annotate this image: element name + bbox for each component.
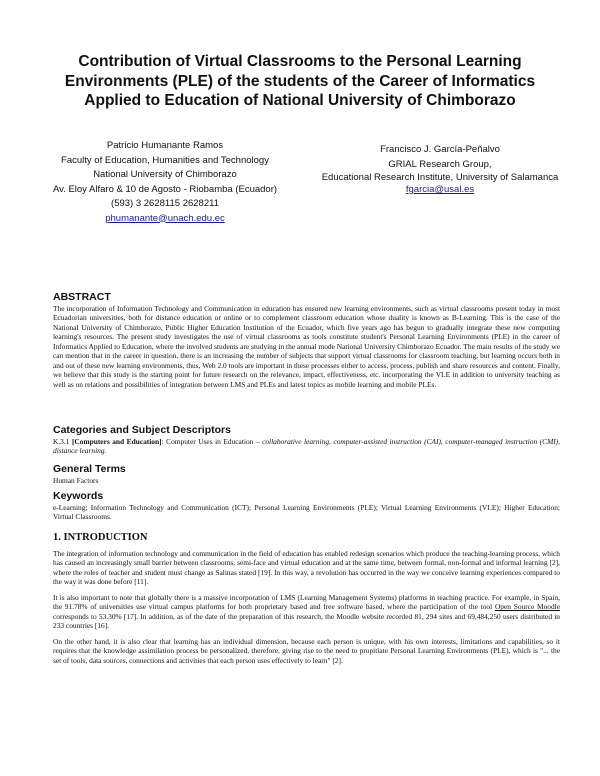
- category-code: K.3.1: [53, 437, 72, 446]
- keywords-heading: Keywords: [53, 490, 104, 502]
- paragraph-text: It is also important to note that globally there is a massive incorporation of LMS (Learning Management Systems) platforms in teaching practice. For example, in Spain, the 91.78% of universities use virtual campus platforms for both proprietary based and free software based, where the participation of the tool: [53, 592, 560, 612]
- category-topics: collaborative learning, computer-assisted instruction (CAI), computer-managed instruction (CMI), distance learning.: [53, 437, 560, 456]
- author-affiliation: Faculty of Education, Humanities and Technology: [61, 154, 269, 166]
- author-name: Francisco J. García-Peñalvo: [380, 144, 500, 155]
- category-descriptor: [Computers and Education]: [71, 437, 162, 446]
- author-name: Patricio Humanante Ramos: [106, 140, 224, 151]
- paragraph-text: corresponds to 53.30% [17]. In addition, as of the date of the preparation of this research, the Moodle website recorded 81, 294 sites and 69,484,250 users distributed in 233 countries [16].: [53, 611, 560, 631]
- introduction-paragraph-3: On the other hand, it is also clear that learning has an individual dimension, because each person is unique, with his own interests, limitations and capabilities, so it requires that the knowledge assimilation process be personalized, therefore, giving rise to the need to propitiate Personal Learning Environments (PLE), which is "... the set of tools, data sources, connections and activities that each person uses effectively to learn" [2].: [53, 636, 560, 665]
- abstract-section: [53, 291, 560, 389]
- category-plain: : Computer Uses in Education –: [161, 437, 263, 446]
- author-email-link[interactable]: fgarcia@usal.es: [405, 184, 475, 195]
- introduction-paragraph-1: The integration of information technology and communication in the field of education has enabled redesign scenarios which produce the teaching-learning process, which has caused an increasingly small barrier between classrooms, semi-face and virtual education and at the same time, between formal, non-formal and informal learning [2], where the roles of teacher and student must change as Salinas stated [19]. In this way, a revolution has occurred in the way we conceive learning experiences compared to the way it was done before [11].: [53, 549, 560, 587]
- categories-heading: Categories and Subject Descriptors: [53, 424, 231, 436]
- introduction-section: [53, 531, 560, 665]
- categories-section: [53, 424, 560, 456]
- author-affiliation: Educational Research Institute, University of Salamanca: [321, 172, 559, 183]
- author-block-2: [320, 143, 560, 198]
- moodle-link[interactable]: Open Source Moodle: [494, 602, 561, 612]
- author-phone: (593) 3 2628115 2628211: [111, 198, 219, 209]
- paper-title: Contribution of Virtual Classrooms to the Personal Learning Environments (PLE) of the students of the Career of Informatics Applied to Education of National University of Chimborazo: [64, 53, 536, 109]
- introduction-heading: 1. INTRODUCTION: [53, 532, 148, 543]
- general-terms-text: Human Factors: [53, 476, 99, 485]
- abstract-heading: ABSTRACT: [53, 291, 111, 303]
- abstract-text: The incorporation of Information Technology and Communication in education has ensured new learning environments, such as virtual classrooms present today in most Ecuadorian universities, both for distance education or online or to complement classroom education whose duality is known as B-Learning. This is the case of the National University of Chimborazo, Public Higher Education Institution of the Ecuador, which five years ago has begun to gradually integrate these new computing learning's resources. The present study investigates the use of virtual classrooms as tools constitute student's Personal Learning Environments (PLE) in the career of Informatics Applied to Education, where the involved students are studying in the annual mode National University Chimborazo Ecuador. The main results of the study we can mention that in the career in question, there is an increasing the number of subjects that support virtual classrooms for classroom teaching, but learning occurs both in and out of these new learning environments, thus, Web 2.0 tools are important in these processes either to access, process, publish and share resources and content. Finally, we believe that this study is the starting point for future research on the relevance, impact, effectiveness, etc. incorporating the VLE in addition to university teaching as well as on relations and possibilities of integration between LMS and PLEs and latest topics as mobile learning and mobile PLEs.: [53, 304, 560, 389]
- introduction-paragraph-2: [53, 593, 560, 631]
- author-affiliation: National University of Chimborazo: [93, 169, 237, 180]
- author-affiliation: GRIAL Research Group,: [388, 158, 492, 170]
- general-terms-section: [53, 463, 560, 485]
- author-email-link[interactable]: phumanante@unach.edu.ec: [105, 212, 225, 224]
- general-terms-heading: General Terms: [53, 463, 126, 475]
- keywords-section: [53, 490, 560, 522]
- categories-text: [53, 437, 560, 456]
- keywords-text: e-Learning; Information Technology and Communication (ICT); Personal Learning Environments (PLE); Virtual Learning Environments (VLE); Higher Education; Virtual Classrooms.: [53, 503, 560, 522]
- author-address: Av. Eloy Alfaro & 10 de Agosto - Riobamba (Ecuador): [52, 183, 278, 195]
- author-block-1: [30, 139, 300, 226]
